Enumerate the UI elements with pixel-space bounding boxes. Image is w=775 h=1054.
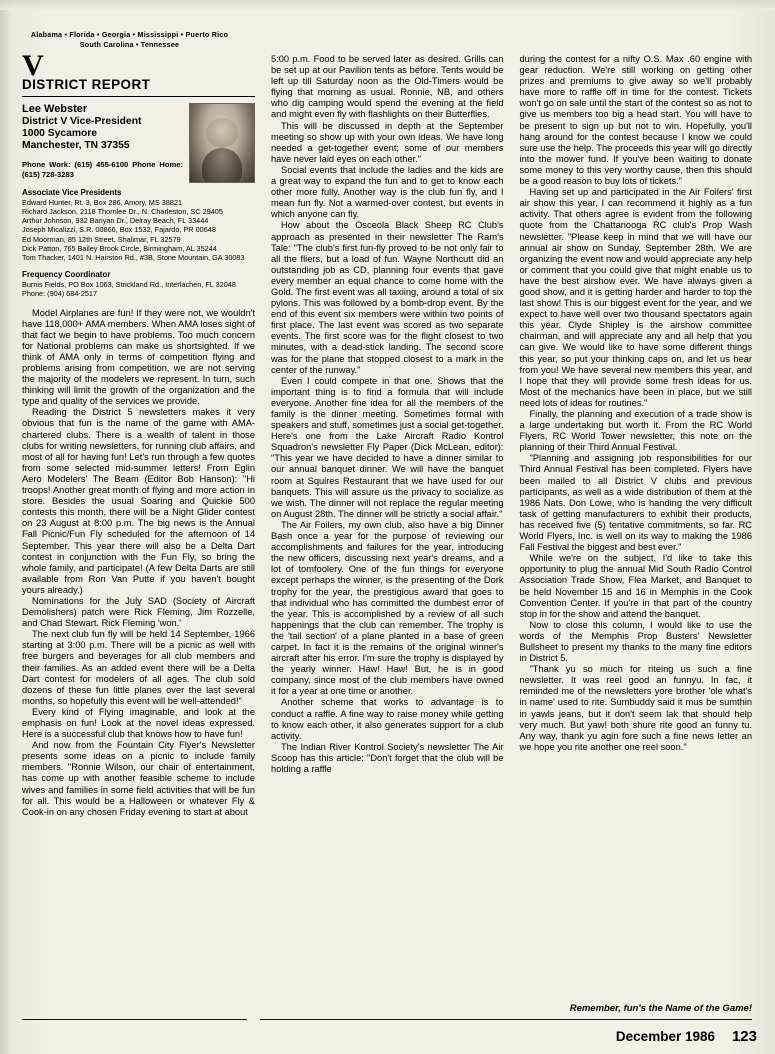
avp-entry: Richard Jackson, 2118 Thornlee Dr., N. Charleston, SC 29405 (22, 206, 223, 216)
frequency-coordinator-entry: Burnis Fields, PO Box 1063, Strickland Rd., Interlachen, FL 32048 (22, 280, 236, 290)
avp-entry: Dick Patton, 765 Bailey Brook Circle, Birmingham, AL 35244 (22, 243, 217, 253)
signoff-line: Remember, fun's the Name of the Game! (569, 1003, 752, 1014)
paragraph: "Planning and assigning job responsibilities for our Third Annual Festival has been completed. Flyers have been mailed to all District V clubs and previous participants, as well as a wide distribution of them at the 1986 Nats. Don Lowe, who is handing the very difficult task of getting manufacturers to exhibit their products, has received five (5) tentative commitments, so far. RC World Flyers, Inc. is well on its way to making the 1986 Fall Festival the biggest and best ever." (519, 453, 752, 553)
header-divider (22, 96, 255, 97)
paragraph: Social events that include the ladies and the kids are a great way to expand the fun and to get to know each other more fully. Another way is the club fun fly, and I mean fun fly. Not a warmed-over contest, but events in which anyone can fly. (271, 164, 504, 220)
district-letter: V (22, 49, 44, 82)
paragraph: How about the Osceola Black Sheep RC Club's approach as presented in their newsletter The Ram's Tale: "The club's first fun-fly proved to be not only fair to all the fliers, but a load of fun. Wayne Northcutt did an outstanding job as CD, planning four events that gave every member an equal chance to come home with the Gold. The first event was all taxiing, around a total of six pylons. This was followed by a bomb-drop event. By the end of this event six members were within two points of first place. The last event was scored as two separate events. The first score was for the flight closest to two minutes, with a dead-stick landing. The second score was for the plane that stopped closest to a mark in the center of the runway." (271, 220, 504, 375)
author-phones: Phone Work: (615) 455-6100 Phone Home: (615) 728-3283 (22, 159, 183, 179)
frequency-coordinator-block (22, 280, 255, 298)
states-line-2: South Carolina • Tennessee (79, 40, 180, 49)
footer-rule-right (260, 1019, 752, 1020)
avp-entry: Tom Thacker, 1401 N. Hairston Rd., #3B, Stone Mountain, GA 30083 (22, 252, 245, 262)
paragraph: And now from the Fountain City Flyer's Newsletter presents some ideas on a picnic to include family members. "Ronnie Wilson, our chair of entertainment, has come up with another feasible scheme to include wives and families in some field activities that will be fun for all. This would be a Halloween or whatever Fly & Cook-in on any chosen Friday evening to start at about (22, 740, 255, 817)
paragraph: Having set up and participated in the Air Foilers' first air show this year, I can recommend it highly as a fun activity. That others agree is evident from the following quote from the Chattanooga RC club's Prop Wash newsletter. "Please keep in mind that we will have our annual air show on Sunday, September 28th. We are organizing the event now and would appreciate any help or comment that you could give that might enable us to have the best airshow ever. We have always given a good show, and it is getting harder and harder to top the last show! This is our biggest event for the year, and we expect to have well over two thousand spectators again this year. Clyde Shipley is the airshow committee chairman, and will appreciate any and all help that you can give. We would like to have some different things this year, so put your thinking caps on, and let us hear from you! We have several new members this year, and I hope that they will provide some fresh ideas for us. Most of the mechanics have been in place, but we still need lots of ideas for routines." (519, 187, 752, 408)
avp-list (22, 198, 255, 262)
paragraph: "Thank yu so much for riteing us such a fine newsletter. It was reel good an funnyu. In fac, it reminded me of the newsletters yore brother 'ole what's in name' used to rite. Sumbuddy said it mus be sumthin in yawls jeans, but it don't seem lak that should help very much. But yaw! both shure rite good an funny tu. Any way, thank yu agin fore such a fine news letter an we hope you rite another one reel soon." (519, 664, 752, 752)
author-portrait (189, 103, 255, 183)
paragraph: Finally, the planning and execution of a trade show is a large undertaking but worth it. From the RC World Flyers, RC World Tower newsletter, this note on the planning of their Third Annual Festival. (519, 409, 752, 453)
paragraph: Another scheme that works to advantage is to conduct a raffle. A fine way to raise money while getting to know each other, it also generates support for a club activity. (271, 697, 504, 741)
footer-rule-left (22, 1019, 247, 1020)
page-edge-shadow-top (0, 0, 775, 10)
frequency-coordinator-phone: Phone: (904) 684-2517 (22, 289, 98, 299)
paragraph: during the contest for a nifty O.S. Max .60 engine with gear reduction. We're still working on getting other prizes and premiums to give away so we'll probably have more to raffle off in time for the contest. Tickets won't go on sale until the start of the contest so as not to give us members too big a head start. You will have to be present to sign up but not to win. Hopefully, you'll hang around for the contest because I know we could sure use the help. The proceeds this year will go directly into the mower fund. If you've been waiting to donate some money to this very worthy cause, then this should be a good reason to buy lots of tickets." (519, 54, 752, 187)
paragraph: While we're on the subject, I'd like to take this opportunity to plug the annual Mid South Radio Control Association Trade Show, Flea Market, and Banquet to be held November 15 and 16 in Memphis in the Cook Convention Center. If you're in that part of the country stop in for the show and attend the banquet. (519, 553, 752, 619)
author-role: District V Vice-President (22, 115, 142, 127)
paragraph: The Air Foilers, my own club, also have a big Dinner Bash once a year for the purpose of reviewing our accomplishments and failures for the year, introducing the new officers, discussing next year's dreams, and a lot of tomfoolery. One of the fun things for everyone except perhaps the winner, is the presenting of the Dork trophy for the year, the prestigious award that goes to that individual who has committed the dumbest error of the year. This is accomplished by a review of all such happenings that the club can remember. The trophy is the 'tail section' of a plane planted in a base of green carpet. In fact it is the remains of the original winner's aircraft after his error. I'm sure the trophy is displayed by the yearly winner. Haw! Haw! But, he is in good company, since most of the club members have owned it for a year at one time or another. (271, 519, 504, 697)
paragraph: This will be discussed in depth at the September meeting so show up with your own ideas. We have long needed a get-together event; some of our members have never laid eyes on each other." (271, 120, 504, 164)
paragraph: Nominations for the July SAD (Society of Aircraft Demolishers) patch were Rick Fleming, Jim Rozzelle, and Chad Stewart. Rick Fleming 'won.' (22, 595, 255, 629)
author-address: 1000 Sycamore (22, 127, 97, 139)
column-three (520, 54, 753, 818)
page-title: DISTRICT REPORT (22, 77, 151, 92)
paragraph: Every kind of Flying imaginable, and look at the emphasis on fun! Look at the novel ideas expressed. Here is a successful club that knows how to have fun! (22, 706, 255, 740)
paragraph: 5:00 p.m. Food to be served later as desired. Grills can be set up at our Pavilion tents as before. Tents would be left up till Saturday noon as the Old-Timers would be flying that morning as usual. Ronnie, NB, and others who dig camping would spend the evening at the field and might even fly with flashlights on their Butterflies. (271, 54, 504, 120)
page-content (22, 30, 752, 818)
avp-entry: Joseph Micalizzi, S.R. 00866, Box 1532, Fajardo, PR 00648 (22, 225, 216, 235)
avp-entry: Arthur Johnson, 932 Banyan Dr., Delray Beach, FL 33444 (22, 216, 209, 226)
avp-entry: Ed Moorman, 85 12th Street, Shalimar, FL 32579 (22, 234, 181, 244)
page-number: 123 (731, 1028, 757, 1045)
paragraph: Reading the District 5 newsletters makes it very obvious that fun is the name of the game with AMA-chartered clubs. There is a wealth of talent in those clubs for writing newsletters, for running club affairs, and most of all for having fun! Let's run through a few quotes from some selected mid-summer letters! From Eglin Aero Modelers' The Beam (Editor Bob Hanson): "Hi troops! Another great month of flying and more action in store. Besides the usual Soaring and Quickie 500 contests this month, there will be a Night Glider contest on 23 August at 8:00 p.m. The big news is the Annual Fall Picnic/Fun Fly scheduled for the afternoon of 14 September. This year there will also be a Delta Dart contest in conjunction with the Fun Fly, so bring the whole family, and participate! (A few Delta Darts are still available from Ron Van Putte if you haven't bought yours already.) (22, 407, 255, 595)
paragraph: The next club fun fly will be held 14 September, 1966 starting at 3:00 p.m. There will be a picnic as well with free burgers and beverages for all club members and their families. As an added event there will be a Delta Dart contest for modelers of all ages. The club sold dozens of these fun little planes over the last several months, so hopefully this event will be well-attended!" (22, 629, 255, 706)
paragraph: Model Airplanes are fun! If they were not, we wouldn't have 118,000+ AMA members. When AMA loses sight of that fact we begin to have problems. Too much concern for National problems can make us shortsighted. If we think of AMA only in terms of competition flying and problems arising from competition, we are not serving the majority of the modelers we represent. In turn, such thinking will limit the growth of the organization and the type and quality of the services we provide. (22, 307, 255, 407)
three-column-layout (22, 49, 752, 818)
page-edge-shadow-left (0, 0, 14, 1054)
column-one-body (22, 308, 255, 818)
column-one (22, 49, 255, 818)
issue-date: December 1986 (615, 1029, 715, 1044)
paragraph: Even I could compete in that one. Shows that the important thing is to find a formula that will include everyone. Another fine idea for all the members of the family is the dinner meeting. Sometimes formal with speakers and stuff, sometimes just a social get-together. Here's one from the Lake Aircraft Radio Kontrol Squadron's newsletter Fly Paper (Dick McLean, editor): "This year we have decided to have a dinner similar to our annual banquet dinner. We will have the banquet room at Squires Restaurant that we have used for our banquets. This will assure us the privacy to socialize as we wish. The dinner will not replace the regular meeting on August 28th. The dinner will be strictly a social affair." (271, 375, 504, 519)
avp-entry: Edward Hunter, Rt. 3, Box 286, Amory, MS 38821 (22, 197, 183, 207)
author-city: Manchester, TN 37355 (22, 140, 130, 152)
author-name: Lee Webster (22, 103, 88, 116)
avp-heading: Associate Vice Presidents (22, 187, 122, 197)
paragraph: The Indian River Kontrol Society's newsletter The Air Scoop has this article: "Don't forget that the club will be holding a raffle (271, 741, 504, 774)
frequency-coordinator-heading: Frequency Coordinator (22, 270, 111, 280)
states-line-1: Alabama • Florida • Georgia • Mississippi • Puerto Rico (30, 30, 229, 39)
paragraph: Now to close this column, I would like to use the words of the Memphis Prop Busters' Newsletter Bullsheet to present my thanks to the many fine editors in District 5. (519, 619, 752, 664)
column-two (271, 54, 504, 818)
states-header (22, 30, 237, 50)
